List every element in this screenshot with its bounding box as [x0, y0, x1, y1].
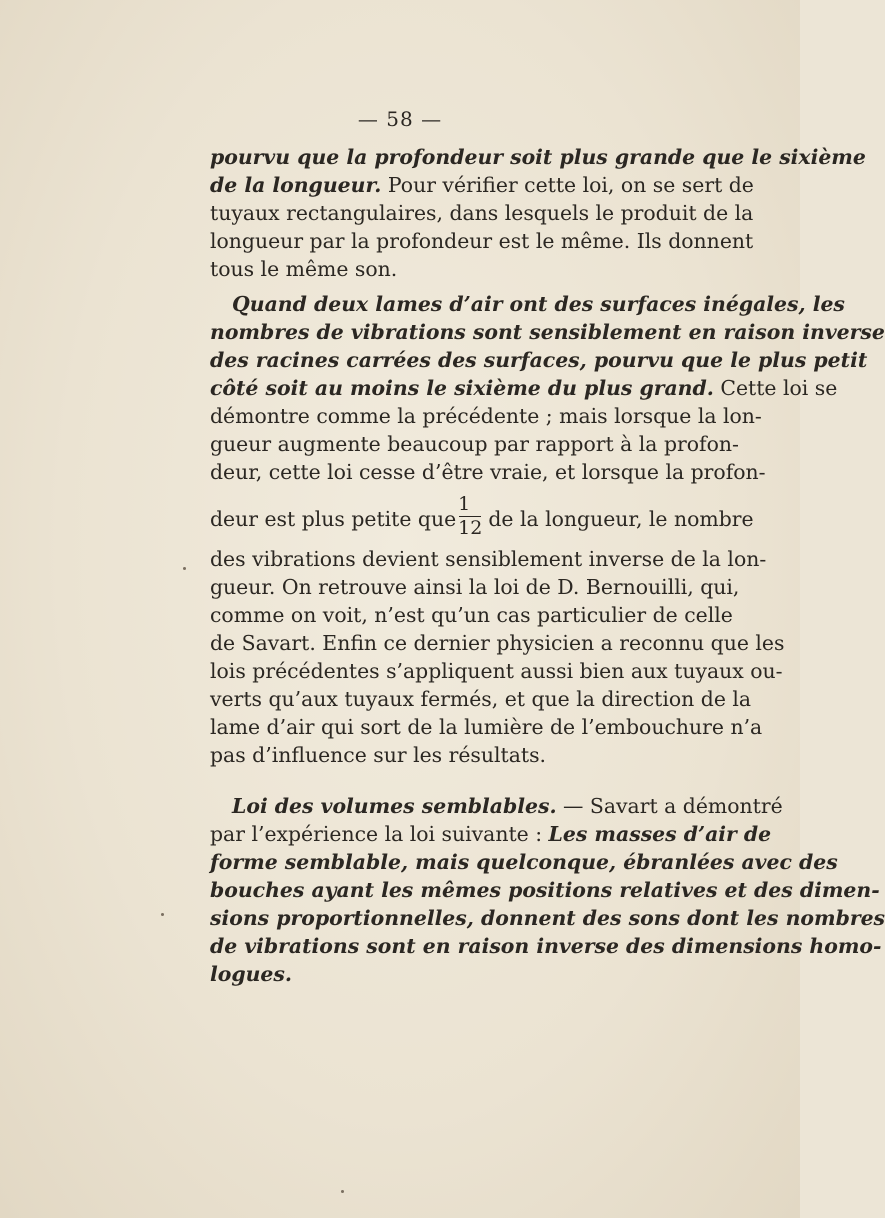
text-line: [210, 375, 838, 401]
text-line-with-fraction: [210, 493, 754, 542]
roman-run: par l’expérience la loi suivante :: [210, 822, 549, 846]
text-line: démontre comme la précédente ; mais lorsque la lon-: [210, 404, 762, 428]
text-line: comme on voit, n’est qu’un cas particulier de celle: [210, 603, 733, 627]
text-line: pourvu que la profondeur soit plus grande que le sixième: [210, 145, 866, 169]
text-line: des racines carrées des surfaces, pourvu que le plus petit: [210, 348, 868, 372]
text-line: sions proportionnelles, donnent des sons dont les nombres: [210, 906, 885, 930]
text-line: longueur par la profondeur est le même. Ils donnent: [210, 229, 754, 253]
text-line: verts qu’aux tuyaux fermés, et que la direction de la: [210, 687, 752, 711]
text-line: lois précédentes s’appliquent aussi bien aux tuyaux ou-: [210, 659, 783, 683]
text-line: logues.: [210, 962, 292, 986]
text-line: gueur augmente beaucoup par rapport à la profon-: [210, 432, 739, 456]
fraction-denominator: 12: [458, 517, 483, 539]
paper-speck: [341, 1190, 344, 1193]
paper-speck: [183, 567, 186, 570]
text-run: de la longueur, le nombre: [488, 507, 754, 531]
text-line: pas d’influence sur les résultats.: [210, 743, 547, 767]
roman-run: — Savart a démontré: [556, 794, 783, 818]
italic-run: Les masses d’air de: [548, 822, 772, 846]
text-line: tuyaux rectangulaires, dans lesquels le produit de la: [210, 201, 754, 225]
text-run: deur est plus petite que: [210, 507, 457, 531]
text-line: de Savart. Enfin ce dernier physicien a reconnu que les: [210, 631, 785, 655]
fraction-numerator: 1: [458, 493, 471, 515]
text-line: bouches ayant les mêmes positions relatives et des dimen-: [210, 878, 880, 902]
text-line: gueur. On retrouve ainsi la loi de D. Bernouilli, qui,: [210, 575, 740, 599]
fraction: [458, 495, 482, 538]
paper-speck: [161, 913, 164, 916]
text-line: des vibrations devient sensiblement inverse de la lon-: [210, 547, 767, 571]
text-line: deur, cette loi cesse d’être vraie, et lorsque la profon-: [210, 460, 766, 484]
text-line: de vibrations sont en raison inverse des dimensions homo-: [210, 934, 882, 958]
text-line: [232, 793, 783, 819]
italic-run: de la longueur.: [210, 173, 382, 197]
section-heading: Loi des volumes semblables.: [232, 794, 557, 818]
roman-run: Pour vérifier cette loi, on se sert de: [381, 173, 754, 197]
italic-run: côté soit au moins le sixième du plus grand.: [210, 376, 714, 400]
text-line: lame d’air qui sort de la lumière de l’embouchure n’a: [210, 715, 763, 739]
text-line: Quand deux lames d’air ont des surfaces inégales, les: [232, 292, 845, 316]
text-line: [210, 821, 772, 847]
text-line: nombres de vibrations sont sensiblement en raison inverse: [210, 320, 885, 344]
text-line: [210, 172, 754, 198]
roman-run: Cette loi se: [713, 376, 838, 400]
text-line: forme semblable, mais quelconque, ébranlées avec des: [210, 850, 838, 874]
text-line: tous le même son.: [210, 257, 398, 281]
page-number: — 58 —: [357, 107, 443, 131]
